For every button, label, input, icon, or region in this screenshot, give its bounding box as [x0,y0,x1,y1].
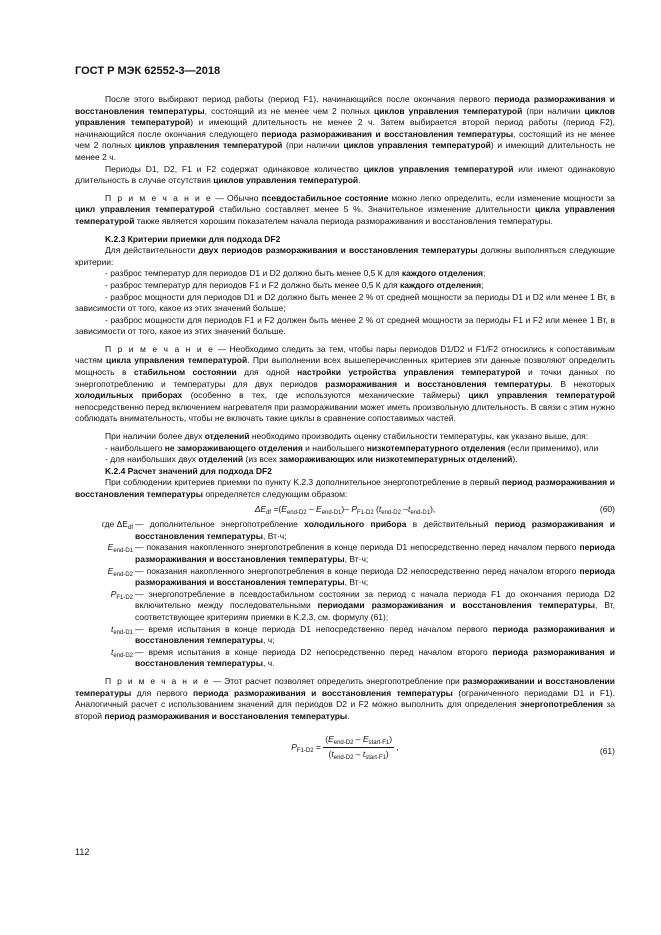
paragraph-period-f1: После этого выбирают период работы (период F1), начинающийся после окончания первого периода размораживания и восстановления температуры, состоящий из не менее чем 2 полных циклов управления температурой (при наличии циклов управления температурой) и имеющий длительность не менее 2 ч. Затем выбирается второй период работы (период F2), начинающийся после окончания следующего периода размораживания и восстановления температуры, состоящий из не менее чем 2 полных циклов управления температурой (при наличии циклов управления температурой) и имеющий длительность не менее 2 ч. [75,94,616,162]
list-item: - разброс температур для периодов F1 и F2 должно быть менее 0,5 К для каждого отделения; [105,279,484,290]
equation-body: $\Delta E_{df} =(E_{end-D2} - E_{end-D1})-$ $P_{F1-D2}$ ($t_{end-D2}$ $-t_{end-D1}$), [254,503,436,516]
note-2: П р и м е ч а н и е — Необходимо следить за тем, чтобы пары периодов D1/D2 и F1/F2 относились к сопоставимым частям цикла управления температурой. При выполнении всех вышеперечисленных критериев эти данные позволяют определить мощность в стабильном состоянии для одной настройки устройства управления температурой и точки данных по энергопотреблению и температуры для двух периодов размораживания и восстановления температуры. В некоторых холодильных приборах (особенно в тех, где используются механические таймеры) цикл управления температурой непосредственно перед включением нагревателя при размораживании может иметь произвольную длительность. В связи с этим нужно соблюдать внимательность, чтобы не включать такие циклы в сравнение сопоставимых частей. [75,343,616,424]
list-item: - разброс температур для периодов D1 и D2 должно быть менее 0,5 К для каждого отделения; [105,268,486,279]
list-item: - для наибольших двух отделений (из всех замораживающих или низкотемпературных отделений). [105,454,518,465]
definition-item: $E_{end-D1}$ — показания накопленного энергопотребления в конце периода D1 непосредственно перед началом первого периода размораживания и восстановления температуры, Вт·ч; [107,542,615,564]
definition-item: где $\Delta E_{df}$ — дополнительное энергопотребление холодильного прибора в действительный период размораживания и восстановления температуры, Вт·ч; [101,519,615,541]
fraction: $\frac{(E_{end-D2} - E_{start-F1})}{(t_{end-D2} - t_{start-F1})}$ [325,734,393,761]
paragraph-k23-intro: Для действительности двух периодов размораживания и восстановления температуры должны выполняться следующие критерии: [75,245,615,267]
section-heading-k24: K.2.4 Расчет значений для подхода DF2 [105,465,272,476]
definition-item: $P_{F1-D2}$ — энергопотребление в псевдостабильном состоянии за период с начала периода F1 до окончания периода D2 включительно между последовательными периодами размораживания и восстановления температуры, Вт, соответствующее критериям приемки в K.2.3, см. формулу (61); [110,588,615,622]
page-body [75,94,615,764]
note-1: П р и м е ч а н и е — Обычно псевдостабильное состояние можно легко определить, если изменение мощности за цикл управления температурой стабильно составляет менее 5 %. Значительное изменение длительности цикла управления температурой также является хорошим показателем начала периода размораживания и восстановления температуры. [75,192,616,226]
section-heading-k23: K.2.3 Критерии приемки для подхода DF2 [105,233,281,244]
list-item: - наибольшего не замораживающего отделения и наибольшего низкотемпературного отделения (если применимо), или [105,442,599,453]
equation-number: (60) [599,503,615,514]
definition-item: $t_{end-D1}$ — время испытания в конце периода D1 непосредственно перед началом первого периода размораживания и восстановления температуры, ч; [110,623,615,646]
definition-item: $t_{end-D2}$ — время испытания в конце периода D2 непосредственно перед началом второго периода размораживания и восстановления температуры, ч. [110,646,615,669]
paragraph-compartments: При наличии более двух отделений необходимо производить оценку стабильности температуры, как указано выше, для: [105,431,589,442]
list-item: - разброс мощности для периодов D1 и D2 должно быть менее 2 % от средней мощности за периоды D1 и D2 или менее 1 Вт, в зависимости от того, какое из этих значений больше; [75,291,615,314]
page-number: 112 [75,847,90,857]
list-item: - разброс мощности для периодов F1 и F2 должен быть менее 2 % от средней мощности за периоды F1 и F2 или менее 1 Вт, в зависимости от того, какое из этих значений больше. [75,314,615,337]
equation-number: (61) [599,746,615,757]
equation-60 [75,504,615,516]
equation-61 [75,734,615,760]
definition-item: $E_{end-D2}$ — показания накопленного энергопотребления в конце периода D2 непосредственно перед началом второго периода размораживания и восстановления температуры, Вт·ч; [107,565,615,588]
definitions-list [75,519,615,670]
note-3: П р и м е ч а н и е — Этот расчет позволяет определить энергопотребление при размораживании и восстановлении температуры для первого периода размораживания и восстановления температуры (ограниченного периодами D1 и F1). Аналогичный расчет с использованием значений для периодов D2 и F2 можно выполнить для определения энергопотребления за второй период размораживания и восстановления температуры. [75,675,616,721]
paragraph-k24-intro: При соблюдении критериев приемки по пункту K.2.3 дополнительное энергопотребление в первый период размораживания и восстановления температуры определяется следующим образом: [75,477,615,499]
paragraph-periods: Периоды D1, D2, F1 и F2 содержат одинаковое количество циклов управления температурой или имеют одинаковую длительность в случае отсутствия циклов управления температурой. [75,163,615,186]
document-header: ГОСТ Р МЭК 62552-3—2018 [75,65,221,77]
equation-body: $P_{F1-D2}$ = $\frac{(E_{end-D2} - E_{start-F1})}{(t_{end-D2} - t_{start-F1})}$ , [291,734,399,761]
